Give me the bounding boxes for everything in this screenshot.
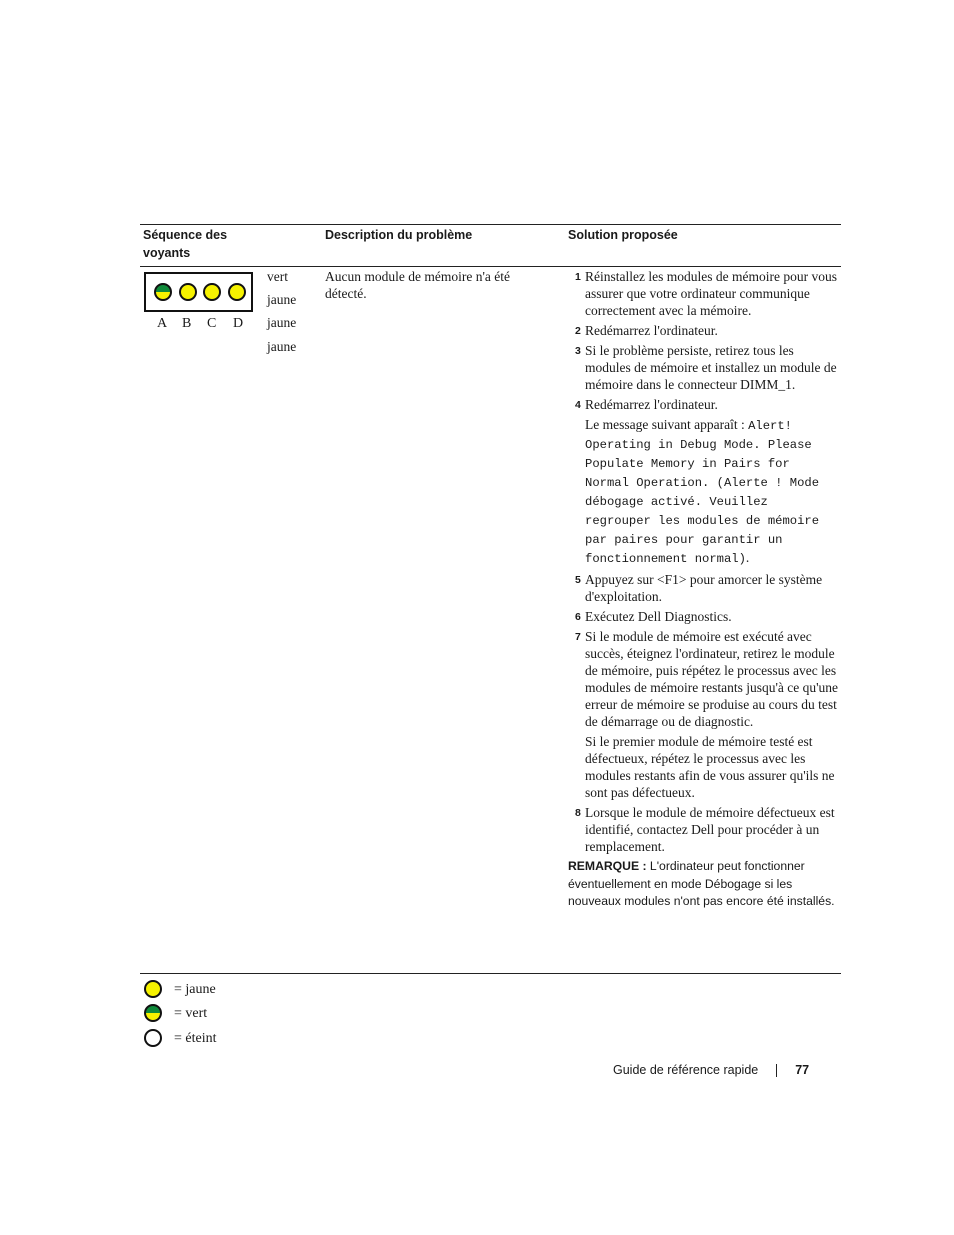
step-text: Lorsque le module de mémoire défectueux est identifié, contactez Dell pour procéder à un remplacement. xyxy=(585,805,835,854)
step-text: Exécutez Dell Diagnostics. xyxy=(585,609,732,624)
remarque-label: REMARQUE : xyxy=(568,859,647,873)
legend-label: = éteint xyxy=(174,1031,217,1046)
diagnostic-led-panel xyxy=(144,272,253,312)
legend-label: = jaune xyxy=(174,982,216,997)
step-6 xyxy=(568,608,840,625)
solution-steps xyxy=(568,268,840,911)
led-a-green-icon xyxy=(154,283,172,301)
led-a-color: vert xyxy=(267,269,288,284)
step-text: Si le problème persiste, retirez tous les modules de mémoire et installez un module de mémoire dans le connecteur DIMM_1. xyxy=(585,343,837,392)
step-2 xyxy=(568,322,840,339)
step-number: 3 xyxy=(575,345,581,357)
step-text: Si le module de mémoire est exécuté avec succès, éteignez l'ordinateur, retirez le module de mémoire, puis répétez le processus avec les modules de mémoire restants jusqu'à ce qu'une erreur de mémoire se produise au cours du test de démarrage ou de diagnostic. xyxy=(585,629,839,729)
step-number: 7 xyxy=(575,631,581,643)
remarque-note xyxy=(568,858,840,911)
led-c-color: jaune xyxy=(267,315,297,330)
debug-message-code: Alert! Operating in Debug Mode. Please Populate Memory in Pairs for Normal Operation. (Alerte ! Mode débogage activé. Veuillez regrouper les modules de mémoire par paires pour garantir un fonctionnement normal) xyxy=(585,419,820,566)
step-number: 1 xyxy=(575,271,581,283)
header-bottom-rule xyxy=(140,266,841,267)
debug-message-prefix: Le message suivant apparaît : xyxy=(585,417,749,432)
off-led-icon xyxy=(144,1029,162,1047)
led-d-color: jaune xyxy=(267,339,297,354)
step-text: Redémarrez l'ordinateur. xyxy=(585,397,718,412)
header-led-sequence: Séquence des voyants xyxy=(143,228,228,260)
remarque-text: L'ordinateur peut fonctionner éventuellement en mode Débogage si les nouveaux modules n'ont pas encore été installés. xyxy=(568,859,835,908)
yellow-led-icon xyxy=(144,980,162,998)
legend-yellow xyxy=(144,980,216,1000)
step-4 xyxy=(568,396,840,413)
step-number: 5 xyxy=(575,574,581,586)
led-c-yellow-icon xyxy=(203,283,221,301)
step-number: 8 xyxy=(575,807,581,819)
table-top-rule xyxy=(140,224,841,225)
problem-description: Aucun module de mémoire n'a été détecté. xyxy=(325,269,510,301)
page-number: 77 xyxy=(795,1063,810,1077)
debug-message-note xyxy=(568,416,840,568)
header-problem-description: Description du problème xyxy=(325,228,473,242)
step-number: 2 xyxy=(575,325,581,337)
step-number: 6 xyxy=(575,611,581,623)
step-1 xyxy=(568,268,840,319)
led-letter-a: A xyxy=(157,316,168,331)
led-letter-d: D xyxy=(233,316,244,331)
legend-green xyxy=(144,1004,208,1024)
footer-guide-title: Guide de référence rapide xyxy=(613,1063,759,1077)
step-5 xyxy=(568,571,840,605)
green-led-icon xyxy=(144,1004,162,1022)
step-text: Redémarrez l'ordinateur. xyxy=(585,323,718,338)
step-3 xyxy=(568,342,840,393)
debug-message-suffix: . xyxy=(745,550,750,565)
led-b-color: jaune xyxy=(267,292,297,307)
led-letter-b: B xyxy=(182,316,192,331)
step-text: Appuyez sur <F1> pour amorcer le système d'exploitation. xyxy=(585,572,823,604)
footer-divider xyxy=(776,1064,777,1077)
step-number: 4 xyxy=(575,399,581,411)
page-footer xyxy=(613,1061,809,1079)
led-b-yellow-icon xyxy=(179,283,197,301)
led-d-yellow-icon xyxy=(228,283,246,301)
step-7 xyxy=(568,628,840,730)
step-text: Réinstallez les modules de mémoire pour vous assurer que votre ordinateur communique correctement avec la mémoire. xyxy=(585,269,837,318)
legend-label: = vert xyxy=(174,1006,208,1021)
step-8 xyxy=(568,804,840,855)
led-letter-c: C xyxy=(207,316,217,331)
step-7-followup: Si le premier module de mémoire testé est défectueux, répétez le processus avec les modules restants afin de vous assurer qu'ils ne sont pas défectueux. xyxy=(585,734,835,800)
header-proposed-solution: Solution proposée xyxy=(568,228,678,242)
legend-off xyxy=(144,1029,217,1049)
table-bottom-rule xyxy=(140,973,841,974)
